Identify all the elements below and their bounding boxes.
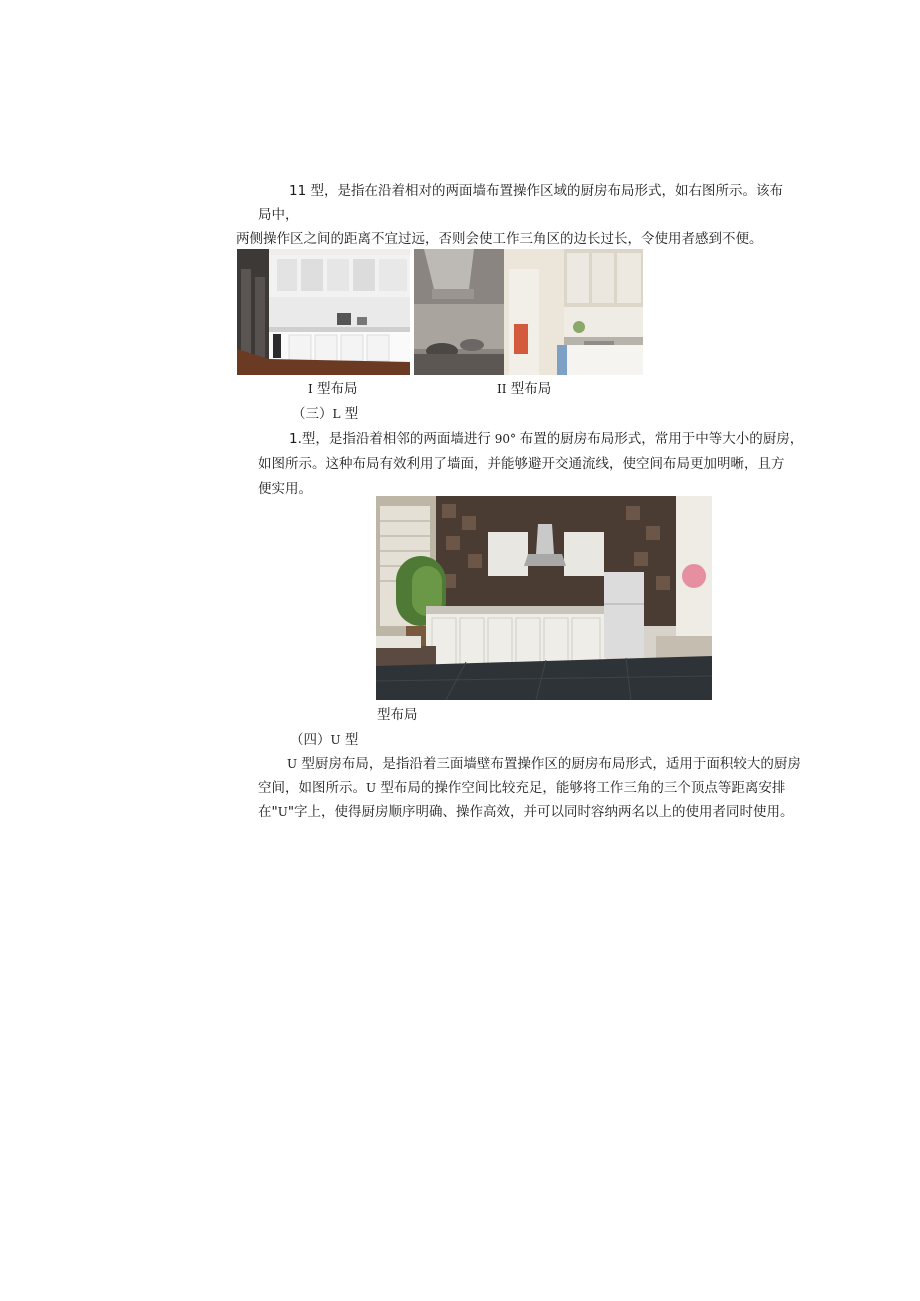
caption-i-prefix: I [308,382,313,396]
paragraph-ii-line1: 11 型，是指在沿着相对的两面墙布置操作区域的厨房布局形式，如右图所示。该布 [289,183,783,199]
heading-u-suffix: 型 [340,732,359,748]
heading-u-type [290,730,358,750]
paragraph-u-line2-u: U [366,781,377,795]
paragraph-l-line1-a: 1.型，是指沿着相邻的两面墙进行 [289,431,491,447]
paragraph-u-line3 [258,802,794,822]
heading-l-suffix: 型 [340,406,359,422]
heading-l-type [292,404,358,424]
paragraph-l-line1-b: 布置的厨房布局形式，常用于中等大小的厨房， [519,431,804,447]
paragraph-l-line1 [289,429,803,449]
paragraph-ii-line3: 两侧操作区之间的距离不宜过远，否则会使工作三角区的边长过长，令使用者感到不便。 [236,231,763,247]
heading-l-letter: L [332,407,341,421]
photo-i-type-kitchen [237,249,410,375]
photo-l-type-kitchen [376,496,712,700]
heading-u-letter: U [330,733,341,747]
caption-ii-text: 型布局 [506,381,552,397]
paragraph-l-line3: 便实用。 [258,481,312,497]
paragraph-u-line3-a: 在" [258,804,278,820]
paragraph-u-line1 [287,754,801,774]
paragraph-u-line1-text: 型厨房布局，是指沿着三面墙壁布置操作区的厨房布局形式，适用于面积较大的厨房 [297,756,801,772]
paragraph-l-degree: 90° [490,432,520,446]
paragraph-u-line2-b: 型布局的操作空间比较充足，能够将工作三角的三个顶点等距离安排 [376,780,786,796]
heading-u-open: （四） [290,732,331,748]
paragraph-u-line2-a: 空间，如图所示。 [258,780,366,796]
paragraph-u-line1-u: U [287,757,298,771]
caption-i-type-layout [308,379,358,399]
paragraph-u-line3-b: "字上，使得厨房顺序明确、操作高效，并可以同时容纳两名以上的使用者同时使用。 [287,804,794,820]
paragraph-ii-line2: 局中， [258,207,299,223]
paragraph-u-line3-u: U [277,805,288,819]
paragraph-l-line2: 如图所示。这种布局有效利用了墙面，并能够避开交通流线，使空间布局更加明晰，且方 [258,456,785,472]
caption-ii-prefix: II [497,382,507,396]
paragraph-u-line2 [258,778,785,798]
caption-ii-type-layout [497,379,551,399]
caption-i-text: 型布局 [312,381,358,397]
heading-l-open: （三） [292,406,333,422]
caption-l-type-layout: 型布局 [377,707,418,723]
photo-ii-type-kitchen [414,249,643,375]
